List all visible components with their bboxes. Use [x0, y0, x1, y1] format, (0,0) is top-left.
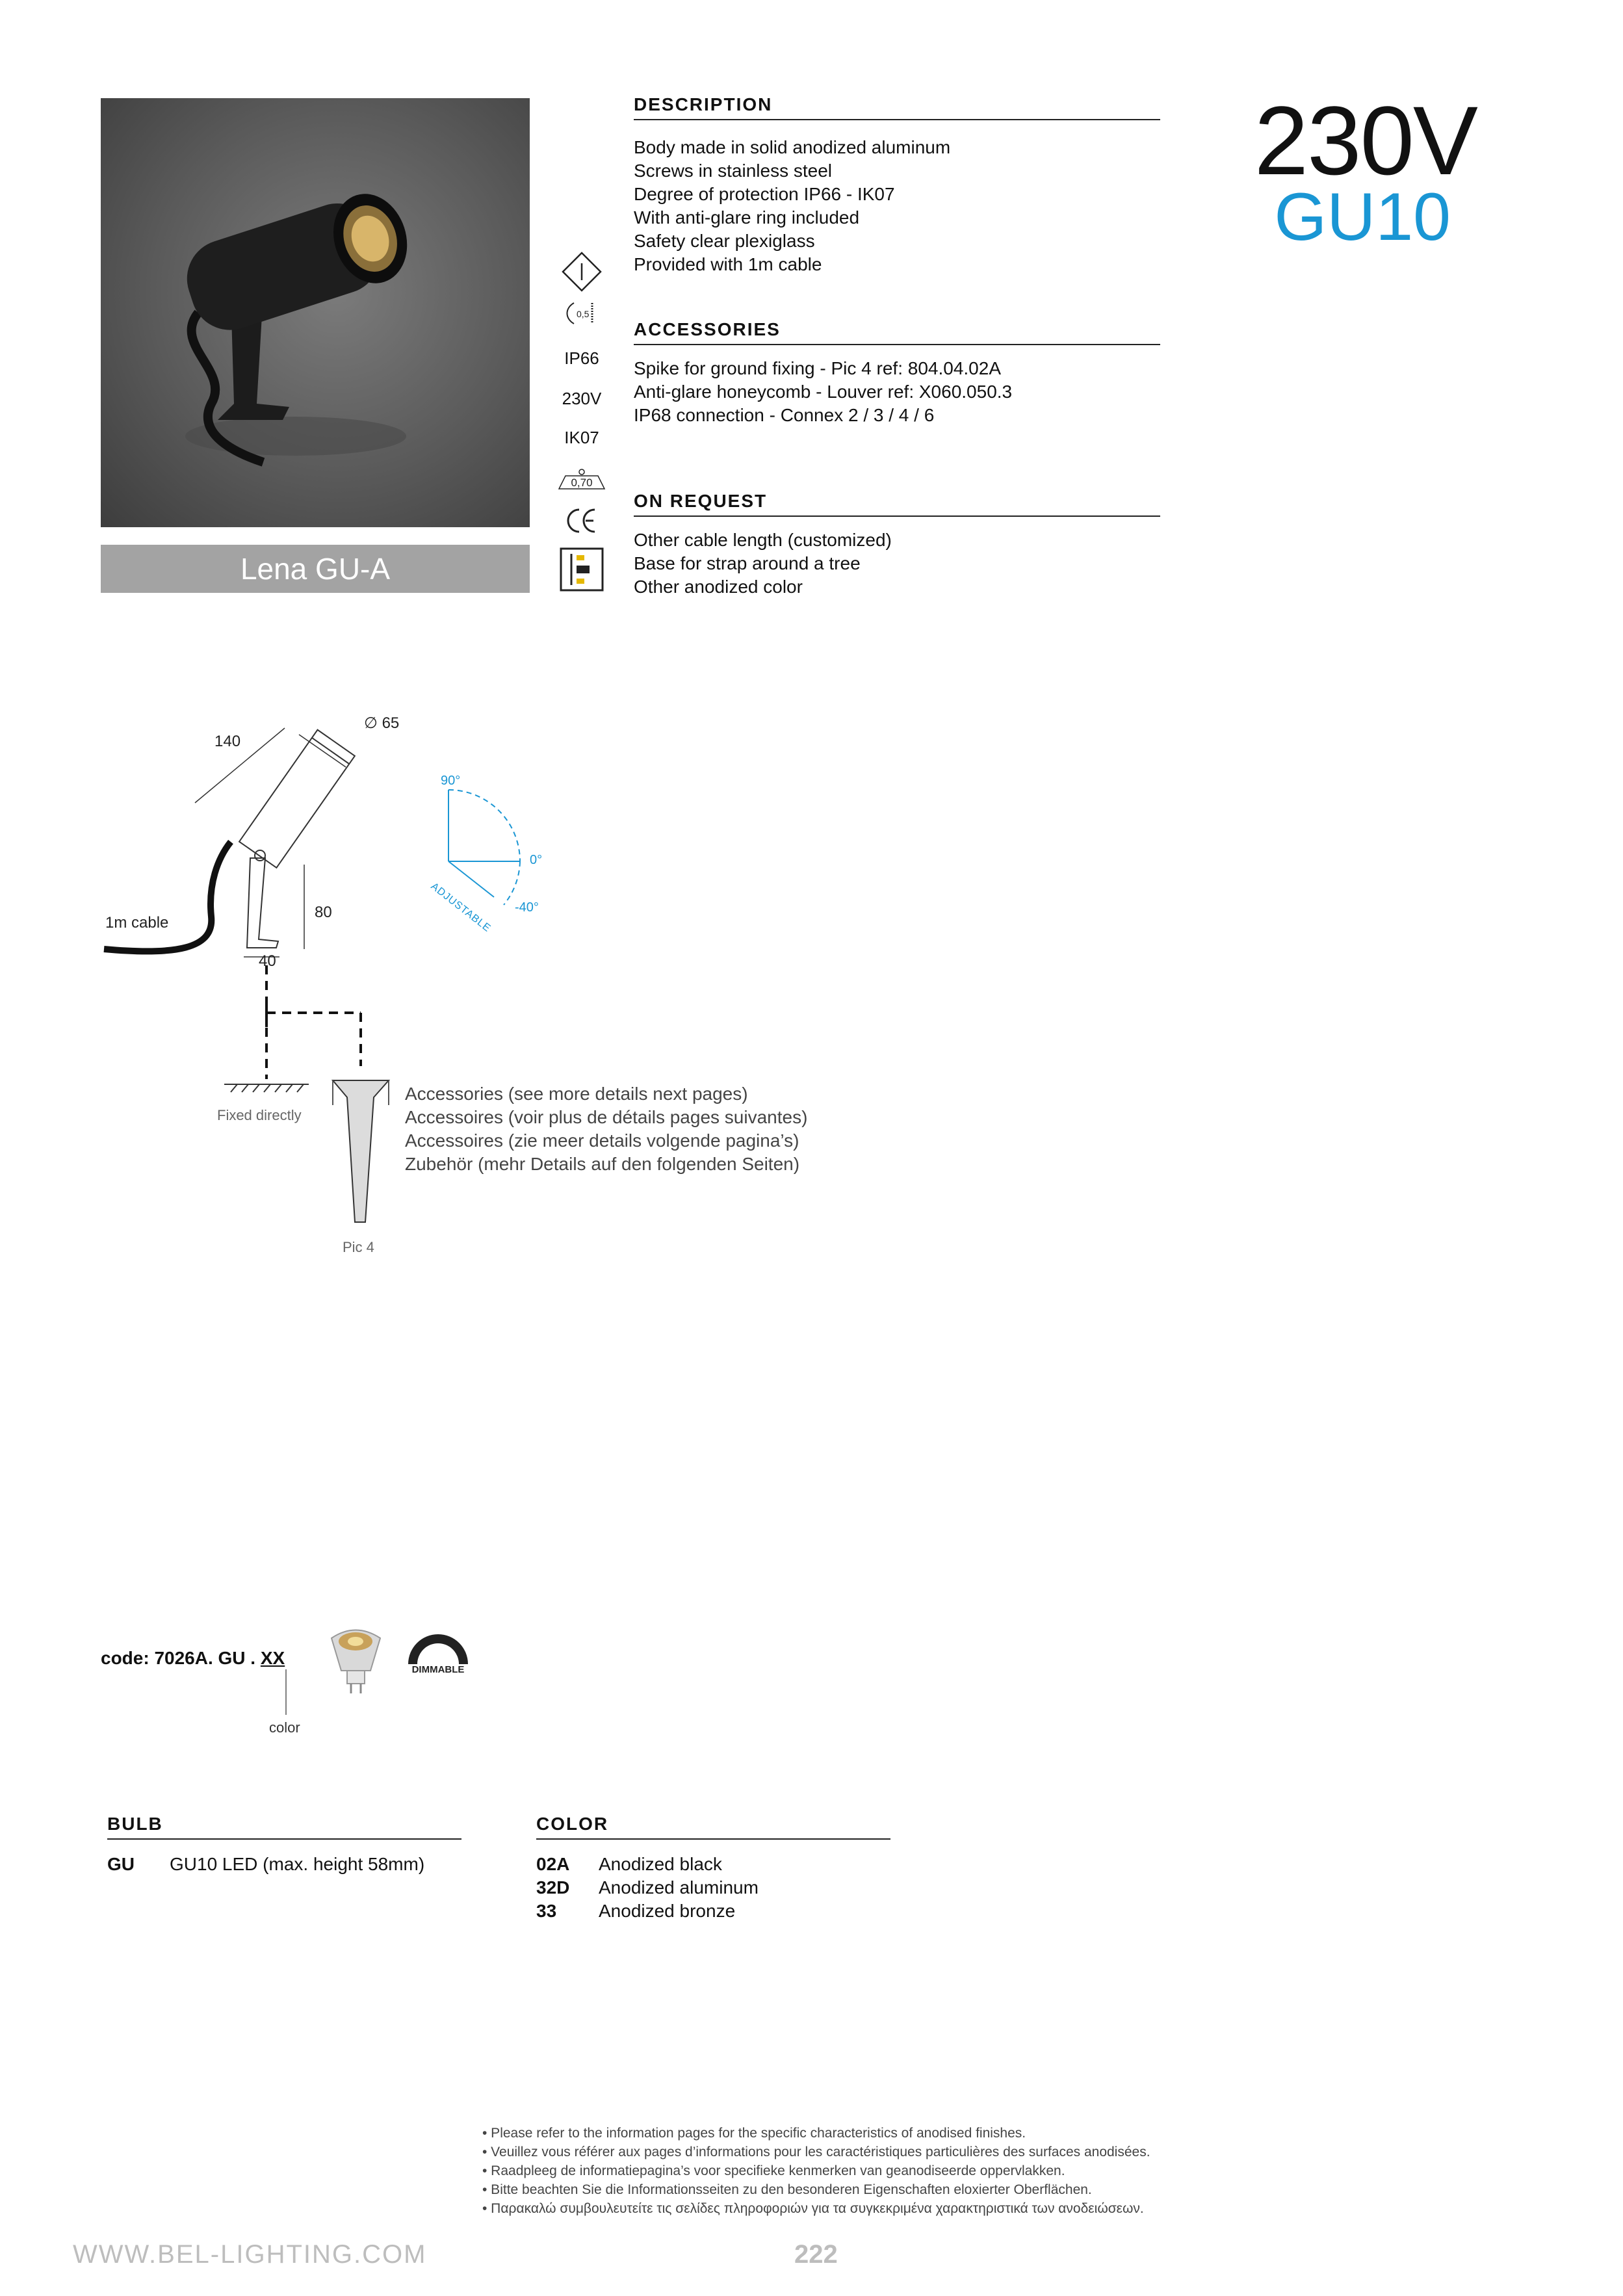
on-request-line: Other cable length (customized) [634, 530, 892, 550]
dimension-diameter: ∅ 65 [364, 714, 400, 732]
warning-icon [556, 250, 608, 298]
angle-low-label: -40° [515, 900, 539, 915]
dimension-length: 140 [214, 733, 241, 750]
description-line: Provided with 1m cable [634, 254, 822, 274]
note-line: • Veuillez vous référer aux pages d’informations pour les caractéristiques particulières des surfaces anodisées. [482, 2145, 1150, 2159]
description-line: With anti-glare ring included [634, 207, 860, 228]
cable-label: 1m cable [105, 914, 169, 932]
color-code: 32D [536, 1877, 570, 1898]
code-prefix: code: 7026A. GU . [101, 1648, 261, 1668]
accessories-note-line: Accessories (see more details next pages) [405, 1084, 748, 1104]
bulb-row [107, 1853, 461, 1876]
weight-icon [556, 468, 608, 496]
code-color-placeholder: XX [260, 1648, 285, 1668]
accessories-note [405, 1082, 807, 1176]
on-request-line: Base for strap around a tree [634, 553, 861, 573]
bulb-text: GU10 LED (max. height 58mm) [170, 1854, 425, 1874]
color-row [536, 1853, 890, 1876]
bulb-heading: GU10 [1274, 179, 1451, 255]
weight-label: 0,70 [571, 476, 593, 489]
description-line: Body made in solid anodized aluminum [634, 137, 951, 157]
spotlight-photo-icon [101, 98, 530, 527]
note-line: • Bitte beachten Sie die Informationsseiten zu den besonderen Eigenschaften eloxierter Oberflächen. [482, 2182, 1092, 2197]
accessories-title: ACCESSORIES [634, 319, 1160, 345]
accessories-note-line: Zubehör (mehr Details auf den folgenden Seiten) [405, 1154, 800, 1174]
on-request-title: ON REQUEST [634, 491, 1160, 517]
on-request-line: Other anodized color [634, 577, 803, 597]
accessories-section [634, 319, 1160, 427]
voltage-heading: 230V [1254, 86, 1477, 195]
accessories-note-line: Accessoires (zie meer details volgende pagina’s) [405, 1130, 799, 1151]
dimension-height: 80 [315, 904, 332, 921]
color-text: Anodized aluminum [599, 1877, 759, 1898]
color-text: Anodized black [599, 1854, 722, 1874]
product-photo [101, 98, 530, 527]
color-code: 33 [536, 1901, 557, 1921]
color-section [536, 1814, 890, 1923]
description-title: DESCRIPTION [634, 94, 1160, 120]
adjustable-label: ADJUSTABLE [428, 881, 493, 935]
color-title: COLOR [536, 1814, 890, 1840]
ip-rating: IP66 [564, 348, 599, 368]
accessory-line: Spike for ground fixing - Pic 4 ref: 804.04.02A [634, 358, 1001, 378]
finish-notes [482, 2124, 1150, 2218]
color-text: Anodized bronze [599, 1901, 736, 1921]
ce-mark-icon [556, 504, 608, 541]
note-line: • Raadpleeg de informatiepagina’s voor specifieke kenmerken van geanodiseerde oppervlakken. [482, 2163, 1065, 2178]
voltage-rating: 230V [562, 389, 602, 408]
class-icon [556, 546, 608, 597]
color-code: 02A [536, 1854, 570, 1874]
note-line: • Παρακαλώ συμβουλευτείτε τις σελίδες πληροφοριών για τα συγκεκριμένα χαρακτηριστικά των ανοδειώσεων. [482, 2201, 1144, 2216]
dimmable-icon [403, 1628, 474, 1674]
on-request-section [634, 491, 1160, 599]
product-name: Lena GU-A [101, 545, 530, 593]
description-line: Safety clear plexiglass [634, 231, 815, 251]
bulb-title: BULB [107, 1814, 461, 1840]
page-number: 222 [794, 2240, 838, 2269]
impact-rating: IK07 [564, 428, 599, 447]
technical-drawing [97, 702, 565, 1274]
accessories-note-line: Accessoires (voir plus de détails pages suivantes) [405, 1107, 808, 1127]
accessory-line: Anti-glare honeycomb - Louver ref: X060.050.3 [634, 382, 1013, 402]
dimmable-label: DIMMABLE [411, 1664, 465, 1674]
bulb-code: GU [107, 1854, 135, 1874]
description-line: Degree of protection IP66 - IK07 [634, 184, 895, 204]
description-section [634, 94, 1160, 276]
description-line: Screws in stainless steel [634, 161, 833, 181]
gu10-bulb-icon [325, 1625, 387, 1697]
angle-mid-label: 0° [530, 853, 543, 867]
angle-top-label: 90° [441, 774, 461, 788]
accessory-line: IP68 connection - Connex 2 / 3 / 4 / 6 [634, 405, 935, 425]
color-label: color [269, 1719, 300, 1736]
fixed-directly-label: Fixed directly [217, 1107, 302, 1123]
product-code [101, 1648, 285, 1669]
color-row [536, 1876, 890, 1899]
website-link[interactable]: WWW.BEL-LIGHTING.COM [73, 2240, 427, 2269]
lens-icon [556, 300, 608, 330]
lens-label: 0,5 [577, 309, 590, 319]
dimension-base: 40 [259, 952, 276, 970]
code-connector-line [283, 1669, 289, 1721]
note-line: • Please refer to the information pages for the specific characteristics of anodised finishes. [482, 2126, 1026, 2141]
bulb-section [107, 1814, 461, 1876]
pic-4-label: Pic 4 [343, 1239, 374, 1255]
color-row [536, 1899, 890, 1923]
